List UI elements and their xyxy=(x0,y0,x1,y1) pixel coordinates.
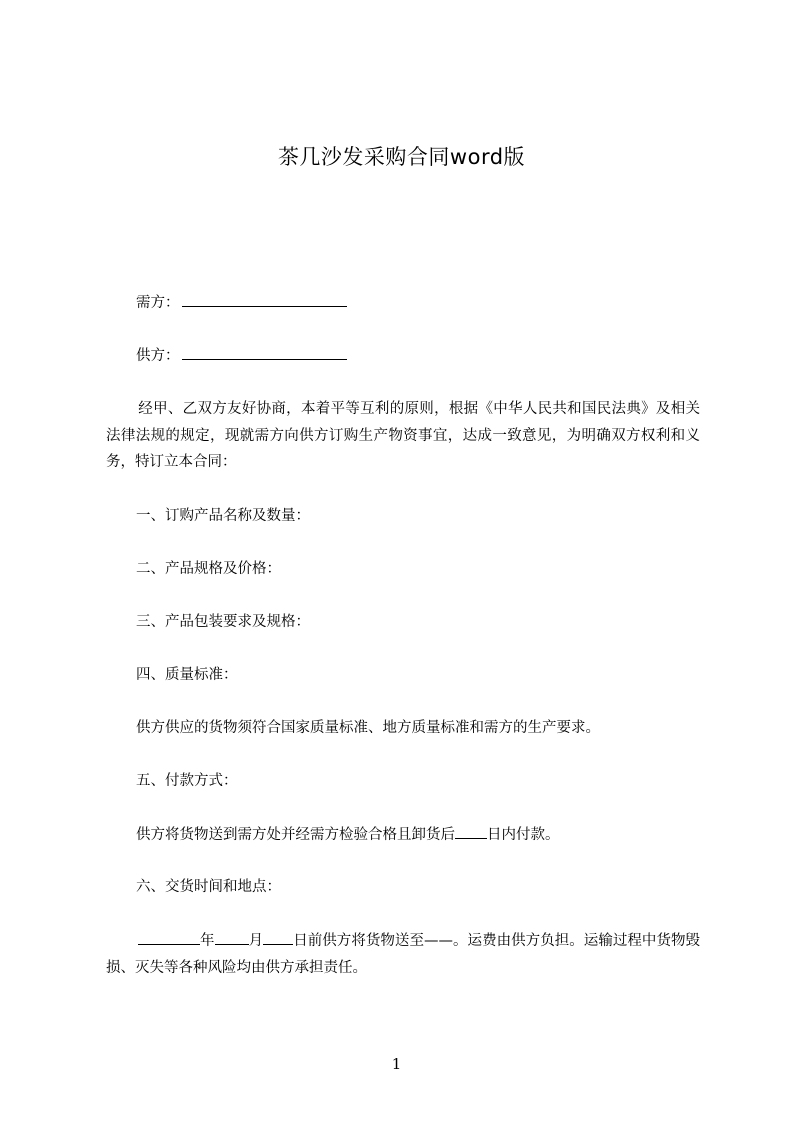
section-4-heading: 四、质量标准： xyxy=(136,667,238,683)
buyer-label: 需方： xyxy=(136,295,180,311)
buyer-blank xyxy=(182,292,347,307)
supplier-line xyxy=(136,345,347,366)
section-5-text-b: 日内付款。 xyxy=(487,827,560,843)
section-2-heading: 二、产品规格及价格： xyxy=(136,561,281,577)
section-5-text-a: 供方将货物送到需方处并经需方检验合格且卸货后 xyxy=(136,827,455,843)
section-6-text xyxy=(106,928,700,981)
year-blank xyxy=(138,930,200,945)
supplier-label: 供方： xyxy=(136,348,180,364)
intro-text: 经甲、乙双方友好协商，本着平等互利的原则，根据《中华人民共和国民法典》及相关法律法规的规定，现就需方向供方订购生产物资事宜，达成一致意见，为明确双方权利和义务，特订立本合同： xyxy=(106,401,700,470)
section-5-text xyxy=(136,824,560,845)
section-6-heading: 六、交货时间和地点： xyxy=(136,879,281,895)
section-1-heading: 一、订购产品名称及数量： xyxy=(136,508,310,524)
month-blank xyxy=(215,930,249,945)
days-blank xyxy=(455,824,487,839)
month-label: 月 xyxy=(248,933,264,949)
section-3-heading: 三、产品包装要求及规格： xyxy=(136,614,310,630)
section-4-text: 供方供应的货物须符合国家质量标准、地方质量标准和需方的生产要求。 xyxy=(136,720,600,736)
year-label: 年 xyxy=(200,933,215,949)
supplier-blank xyxy=(182,345,347,360)
buyer-line xyxy=(136,292,347,313)
page-number: 1 xyxy=(391,1055,402,1073)
document-title: 茶几沙发采购合同word版 xyxy=(277,145,526,169)
section-5-heading: 五、付款方式： xyxy=(136,773,238,789)
section-6-text-a: 日前供方将货物送至——。运费由供方负担。运输过程中货物毁损、灭失等各种风险均由供方承担责任。 xyxy=(106,933,701,976)
day-blank xyxy=(263,930,293,945)
intro-paragraph xyxy=(106,396,700,476)
